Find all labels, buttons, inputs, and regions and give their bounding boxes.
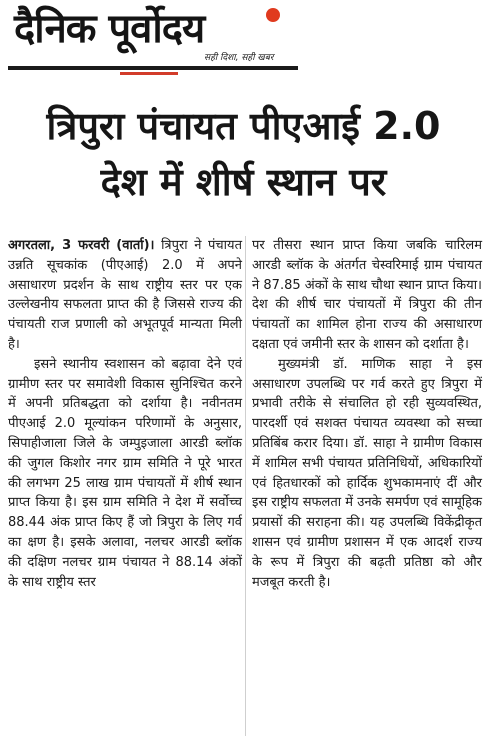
article-column-left — [8, 236, 242, 592]
masthead — [8, 4, 308, 76]
article-paragraph-3: पर तीसरा स्थान प्राप्त किया जबकि चारिलम आरडी ब्लॉक के अंतर्गत चेस्वरिमाई ग्राम पंचायत ने 87.85 अंकों के साथ चौथा स्थान प्राप्त किया। देश की शीर्ष चार पंचायतों में त्रिपुरा की तीन पंचायतों का शामिल होना राज्य की असाधारण दक्षता एवं जमीनी स्तर के शासन को दर्शाता है। — [252, 238, 482, 352]
headline-line-1: त्रिपुरा पंचायत पीएआई 2.0 — [46, 104, 441, 148]
article-paragraph-4: मुख्यमंत्री डॉ. माणिक साहा ने इस असाधारण उपलब्धि पर गर्व करते हुए त्रिपुरा में प्रभावी तरीके से संचालित हो रही सुव्यवस्थित, पारदर्शी एवं सशक्त पंचायत व्यवस्था को सच्चा प्रतिबिंब करार दिया। डॉ. साहा ने ग्रामीण विकास में शामिल सभी पंचायत प्रतिनिधियों, अधिकारियों एवं हितधारकों को हार्दिक शुभकामनाएं दीं और इस राष्ट्रीय सफलता में उनके समर्पण एवं सामूहिक प्रयासों की सराहना की। यह उपलब्धि विकेंद्रीकृत शासन एवं ग्रामीण प्रशासन में एक आदर्श राज्य के रूप में त्रिपुरा की बढ़ती प्रतिष्ठा को और मजबूत करती है। — [252, 356, 482, 590]
article-paragraph-1: त्रिपुरा ने पंचायत उन्नति सूचकांक (पीएआई) 2.0 में अपने असाधारण प्रदर्शन के साथ राष्ट्रीय स्तर पर एक उल्लेखनीय सफलता प्राप्त की है जिससे राज्य की पंचायती राज प्रणाली को अभूतपूर्व मान्यता मिली है। — [8, 238, 242, 352]
newspaper-logo-title: दैनिक पूर्वोदय — [14, 6, 205, 52]
article-column-right — [252, 236, 482, 592]
masthead-accent-bar — [120, 72, 178, 75]
logo-dot-icon — [266, 8, 280, 22]
article-dateline: अगरतला, 3 फरवरी (वार्ता)। — [8, 238, 155, 253]
article-headline — [10, 98, 477, 210]
headline-line-2: देश में शीर्ष स्थान पर — [100, 160, 387, 204]
masthead-rule — [8, 66, 298, 70]
column-divider — [245, 236, 246, 736]
newspaper-tagline: सही दिशा, सही खबर — [204, 53, 274, 63]
article-paragraph-2: इसने स्थानीय स्वशासन को बढ़ावा देने एवं ग्रामीण स्तर पर समावेशी विकास सुनिश्चित करने में अपनी प्रतिबद्धता को दर्शाया है। नवीनतम पीएआई 2.0 मूल्यांकन परिणामों के अनुसार, सिपाहीजाला जिले के जम्पुइजाला आरडी ब्लॉक की जुगल किशोर नगर ग्राम समिति ने पूरे भारत की लगभग 25 लाख ग्राम पंचायतों में शीर्ष स्थान प्राप्त किया है। इस ग्राम समिति ने देश में सर्वोच्च 88.44 अंक प्राप्त किए हैं जो त्रिपुरा के लिए गर्व का क्षण है। इसके अलावा, नलचर आरडी ब्लॉक की दक्षिण नलचर ग्राम पंचायत ने 88.14 अंकों के साथ राष्ट्रीय स्तर — [8, 356, 242, 590]
